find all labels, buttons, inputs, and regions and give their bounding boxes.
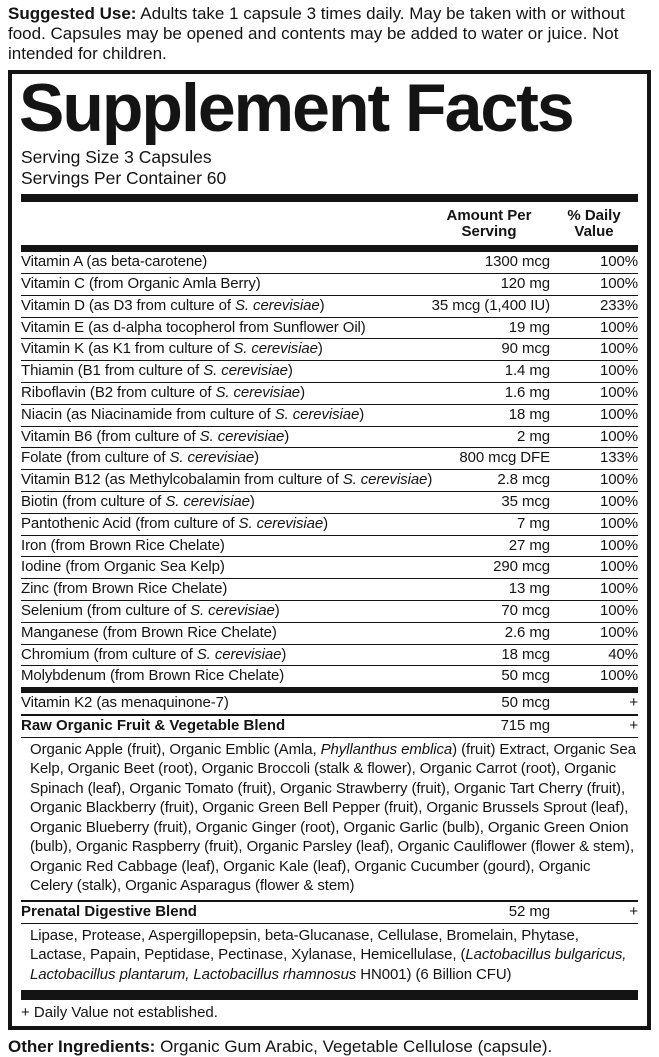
amount-value: 1.4 mg xyxy=(504,362,550,380)
table-row xyxy=(21,469,638,491)
table-row xyxy=(21,693,638,714)
daily-value: 100% xyxy=(600,492,638,510)
nutrient-name: Vitamin D (as D3 from culture of S. cerevisiae) xyxy=(21,296,325,314)
suggested-use xyxy=(8,4,651,64)
other-ingredients-text: Organic Gum Arabic, Vegetable Cellulose (capsule). xyxy=(155,1037,553,1056)
amount-value: 2.8 mcg xyxy=(497,471,550,489)
nutrient-name: Raw Organic Fruit & Vegetable Blend xyxy=(21,716,286,734)
table-row xyxy=(21,556,638,578)
nutrient-name: Molybdenum (from Brown Rice Chelate) xyxy=(21,667,285,685)
daily-value: 100% xyxy=(600,580,638,598)
nutrient-name: Vitamin K (as K1 from culture of S. cerevisiae) xyxy=(21,340,323,358)
daily-value: 100% xyxy=(600,536,638,554)
table-row xyxy=(21,622,638,644)
amount-value: 1300 mcg xyxy=(484,253,550,271)
amount-value: 2.6 mg xyxy=(504,623,550,641)
footnote: + Daily Value not established. xyxy=(21,1004,218,1021)
amount-value: 35 mcg xyxy=(501,492,550,510)
amount-value: 52 mg xyxy=(508,902,550,920)
table-row xyxy=(21,600,638,622)
table-row xyxy=(21,714,638,737)
amount-value: 50 mcg xyxy=(501,667,550,685)
nutrient-name: Vitamin B12 (as Methylcobalamin from culture of S. cerevisiae) xyxy=(21,471,433,489)
table-row xyxy=(21,447,638,469)
other-ingredients xyxy=(8,1037,651,1057)
amount-value: 120 mg xyxy=(500,274,550,292)
table-row xyxy=(21,404,638,426)
amount-value: 800 mcg DFE xyxy=(459,449,550,467)
table-row xyxy=(21,665,638,687)
nutrient-name: Manganese (from Brown Rice Chelate) xyxy=(21,623,277,641)
facts-rows-secondary xyxy=(21,693,638,988)
divider-bar-header xyxy=(21,245,638,252)
nutrient-name: Riboflavin (B2 from culture of S. cerevisiae) xyxy=(21,383,305,401)
amount-value: 18 mg xyxy=(508,405,550,423)
amount-value: 50 mcg xyxy=(501,694,550,712)
daily-value: + xyxy=(629,716,638,734)
nutrient-name: Zinc (from Brown Rice Chelate) xyxy=(21,580,228,598)
nutrient-name: Folate (from culture of S. cerevisiae) xyxy=(21,449,259,467)
table-row xyxy=(21,426,638,448)
daily-value: 100% xyxy=(600,362,638,380)
daily-value: 100% xyxy=(600,274,638,292)
daily-value: 100% xyxy=(600,558,638,576)
daily-value: 133% xyxy=(600,449,638,467)
table-row xyxy=(21,360,638,382)
amount-value: 90 mcg xyxy=(501,340,550,358)
supplement-facts-panel xyxy=(8,70,651,1030)
column-headers xyxy=(21,202,638,246)
daily-value: 100% xyxy=(600,318,638,336)
nutrient-name: Pantothenic Acid (from culture of S. cerevisiae) xyxy=(21,514,329,532)
daily-value: + xyxy=(629,694,638,712)
nutrient-name: Selenium (from culture of S. cerevisiae) xyxy=(21,601,280,619)
amount-value: 18 mcg xyxy=(501,645,550,663)
daily-value: 100% xyxy=(600,383,638,401)
servings-per-container: Servings Per Container 60 xyxy=(21,167,227,188)
nutrient-name: Biotin (from culture of S. cerevisiae) xyxy=(21,492,255,510)
amount-value: 2 mg xyxy=(517,427,550,445)
amount-value: 35 mcg (1,400 IU) xyxy=(431,296,550,314)
amount-value: 13 mg xyxy=(508,580,550,598)
table-row xyxy=(21,317,638,339)
amount-value: 70 mcg xyxy=(501,601,550,619)
daily-value: + xyxy=(629,902,638,920)
amount-value: 19 mg xyxy=(508,318,550,336)
table-row xyxy=(21,295,638,317)
nutrient-name: Vitamin A (as beta-carotene) xyxy=(21,253,208,271)
facts-rows xyxy=(21,252,638,687)
table-row xyxy=(21,338,638,360)
daily-value: 100% xyxy=(600,623,638,641)
table-row xyxy=(21,513,638,535)
daily-value: 100% xyxy=(600,514,638,532)
amount-value: 27 mg xyxy=(508,536,550,554)
daily-value-header: % Daily Value xyxy=(567,206,621,241)
table-row xyxy=(21,252,638,273)
divider-bar-top xyxy=(21,194,638,202)
amount-value: 715 mg xyxy=(500,716,550,734)
daily-value: 100% xyxy=(600,601,638,619)
daily-value: 100% xyxy=(600,253,638,271)
table-row xyxy=(21,491,638,513)
suggested-use-label: Suggested Use: xyxy=(8,4,137,23)
amount-value: 7 mg xyxy=(517,514,550,532)
daily-value: 100% xyxy=(600,340,638,358)
panel-title: Supplement Facts xyxy=(19,69,573,146)
daily-value: 100% xyxy=(600,405,638,423)
nutrient-name: Prenatal Digestive Blend xyxy=(21,902,197,920)
table-row xyxy=(21,578,638,600)
table-row xyxy=(21,900,638,923)
divider-bar-bottom xyxy=(21,990,638,1000)
daily-value: 100% xyxy=(600,667,638,685)
serving-size: Serving Size 3 Capsules xyxy=(21,146,212,167)
table-row xyxy=(21,644,638,666)
daily-value: 100% xyxy=(600,427,638,445)
table-row xyxy=(21,535,638,557)
nutrient-name: Thiamin (B1 from culture of S. cerevisiae) xyxy=(21,362,293,380)
table-row xyxy=(21,273,638,295)
blend-description: Organic Apple (fruit), Organic Emblic (Amla, Phyllanthus emblica) (fruit) Extract, Organic Sea Kelp, Organic Beet (root), Organic Broccoli (stalk & flower), Organic Carrot (root), Organic Spinach (leaf), Organic Tomato (fruit), Organic Strawberry (fruit), Organic Tart Cherry (fruit), Organic Blackberry (fruit), Organic Green Bell Pepper (fruit), Organic Brussels Sprout (leaf), Organic Blueberry (fruit), Organic Ginger (root), Organic Garlic (bulb), Organic Green Onion (bulb), Organic Raspberry (fruit), Organic Parsley (leaf), Organic Cauliflower (flower & stem), Organic Red Cabbage (leaf), Organic Kale (leaf), Organic Cucumber (gourd), Organic Celery (stalk), Organic Asparagus (flower & stem) xyxy=(21,737,638,900)
nutrient-name: Iodine (from Organic Sea Kelp) xyxy=(21,558,225,576)
nutrient-name: Niacin (as Niacinamide from culture of S. cerevisiae) xyxy=(21,405,365,423)
blend-description: Lipase, Protease, Aspergillopepsin, beta-Glucanase, Cellulase, Bromelain, Phytase, Lactase, Papain, Peptidase, Pectinase, Xylanase, Hemicellulase, (Lactobacillus bulgaricus, Lactobacillus plantarum, Lactobacillus rhamnosus HN001) (6 Billion CFU) xyxy=(21,923,638,989)
table-row xyxy=(21,382,638,404)
daily-value: 233% xyxy=(600,296,638,314)
nutrient-name: Iron (from Brown Rice Chelate) xyxy=(21,536,225,554)
nutrient-name: Vitamin E (as d-alpha tocopherol from Sunflower Oil) xyxy=(21,318,366,336)
nutrient-name: Vitamin K2 (as menaquinone-7) xyxy=(21,694,229,712)
nutrient-name: Vitamin B6 (from culture of S. cerevisiae) xyxy=(21,427,290,445)
nutrient-name: Chromium (from culture of S. cerevisiae) xyxy=(21,645,287,663)
suggested-use-text: Adults take 1 capsule 3 times daily. May be taken with or without food. Capsules may be opened and contents may be added to water or juice. Not intended for children. xyxy=(8,4,625,63)
other-ingredients-label: Other Ingredients: xyxy=(8,1037,156,1056)
daily-value: 100% xyxy=(600,471,638,489)
daily-value: 40% xyxy=(608,645,638,663)
nutrient-name: Vitamin C (from Organic Amla Berry) xyxy=(21,274,261,292)
amount-value: 1.6 mg xyxy=(504,383,550,401)
amount-per-serving-header: Amount Per Serving xyxy=(446,206,532,241)
amount-value: 290 mcg xyxy=(493,558,550,576)
